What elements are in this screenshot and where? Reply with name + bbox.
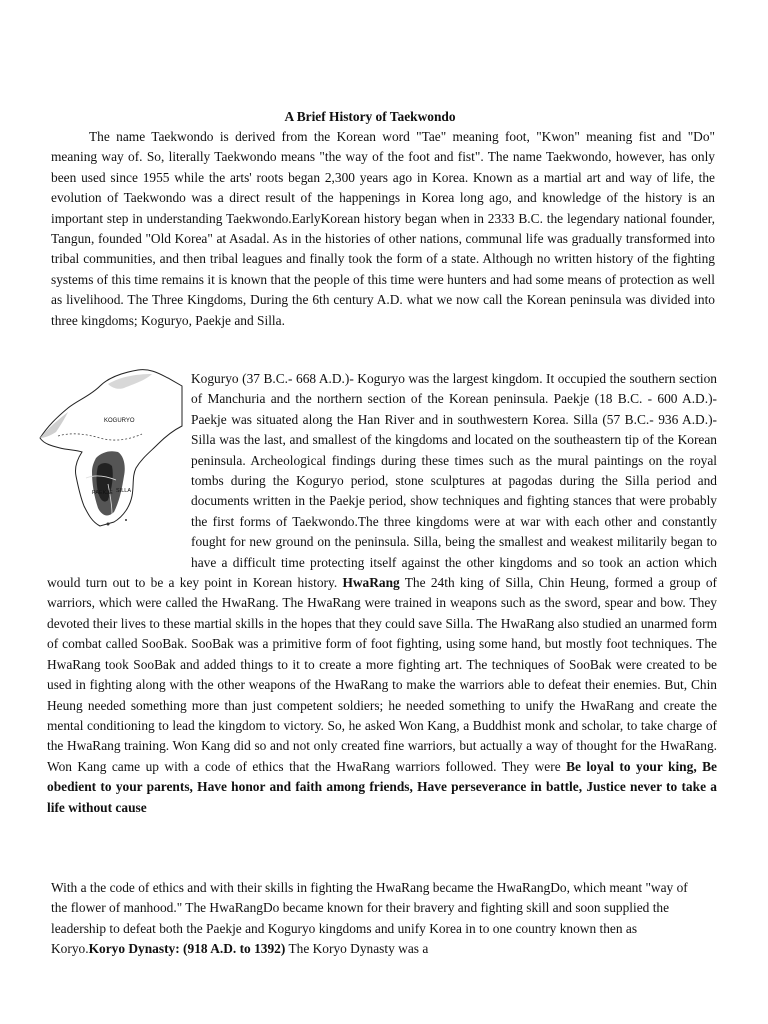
kingdoms-paragraph <box>47 369 717 818</box>
hwarangdo-paragraph <box>51 878 691 960</box>
hwarangdo-text-a: With a the code of ethics and with their skills in fighting the HwaRang became the HwaRangDo, which meant "way of the flower of manhood." The HwaRangDo became known for their bravery and fighting skill and soon supplied the leadership to defeat both the Paekje and Koguryo kingdoms and unify Korea in to one country known then as Koryo. <box>51 880 688 957</box>
hwarangdo-text-b: The Koryo Dynasty was a <box>285 941 429 957</box>
map-label-koguryo: KOGURYO <box>104 418 135 424</box>
map-label-silla: SILLA <box>116 488 131 494</box>
intro-paragraph: The name Taekwondo is derived from the Korean word "Tae" meaning foot, "Kwon" meaning fist and "Do" meaning way of. So, literally Taekwondo means "the way of the foot and fist". The name Taekwondo, however, has only been used since 1955 while the arts' roots began 2,300 years ago in Korea. Known as a martial art and way of life, the evolution of Taekwondo was a direct result of the happenings in Korea long ago, and knowledge of the history is an important step in understanding Taekwondo.EarlyKorean history began when in 2333 B.C. the legendary national founder, Tangun, founded "Old Korea" at Asadal. As in the histories of other nations, communal life was gradually transformed into tribal communities, and then tribal leagues and finally took the form of a state. Although no written history of the fighting systems of this time remains it is known that the people of this time were hunters and had some means of protection as well as livelihood. The Three Kingdoms, During the 6th century A.D. what we now call the Korean peninsula was divided into three kingdoms; Koguryo, Paekje and Silla. <box>51 129 715 328</box>
kingdoms-text-b: The 24th king of Silla, Chin Heung, formed a group of warriors, which were called the HwaRang. The HwaRang were trained in weapons such as the sword, spear and bow. They devoted their lives to these martial skills in the hopes that they could save Silla. The HwaRang also studied an unarmed form of combat called SooBak. SooBak was a primitive form of foot fighting, using some hand, but mostly foot techniques. The HwaRang took SooBak and added things to it to create a more fighting art. The techniques of SooBak were created to be used in fighting along with the other weapons of the HwaRang to make the warriors able to defeat their enemies. But, Chin Heung needed something more than just competent soldiers; he needed something to unify the HwaRang and create the mental conditioning to lead the kingdom to victory. So, he asked Won Kang, a Buddhist monk and scholar, to take charge of the HwaRang training. Won Kang did so and not only created fine warriors, but actually a way of thought for the HwaRang. Won Kang came up with a code of ethics that the HwaRang warriors followed. They were <box>47 575 717 774</box>
map-label-paekje: PAEKJE <box>92 490 113 496</box>
kingdoms-text-a: Koguryo (37 B.C.- 668 A.D.)- Koguryo was the largest kingdom. It occupied the southern section of Manchuria and the northern section of the Korean peninsula. Paekje (18 B.C. - 600 A.D.)- Paekje was situated along the Han River and in southwestern Korea. Silla (57 B.C.- 936 A.D.)- Silla was the last, and smallest of the kingdoms and located on the southeastern tip of the Korean peninsula. Archeological findings during these times such as the mural paintings on the royal tombs during the Koguryo period, stone sculptures at pagodas during the Silla period and documents written in the Paekje period, show techniques and fighting stances that were probably the first forms of Taekwondo.The three kingdoms were at war with each other and constantly fought for new ground on the peninsula. Silla, being the smallest and weakest militarily began to have a difficult time protecting itself against the other kingdoms and so took an action which would turn out to be a key point in Korean history. <box>47 371 717 591</box>
document-title: A Brief History of Taekwondo <box>284 109 456 124</box>
hwarang-heading: HwaRang <box>342 575 400 591</box>
map-float-spacer <box>47 369 191 553</box>
code-of-ethics: Be loyal to your king, Be obedient to your parents, Have honor and faith among friends, Have perseverance in battle, Justice never to take a life without cause <box>47 758 718 815</box>
koryo-dynasty-heading: Koryo Dynasty: (918 A.D. to 1392) <box>88 941 286 957</box>
